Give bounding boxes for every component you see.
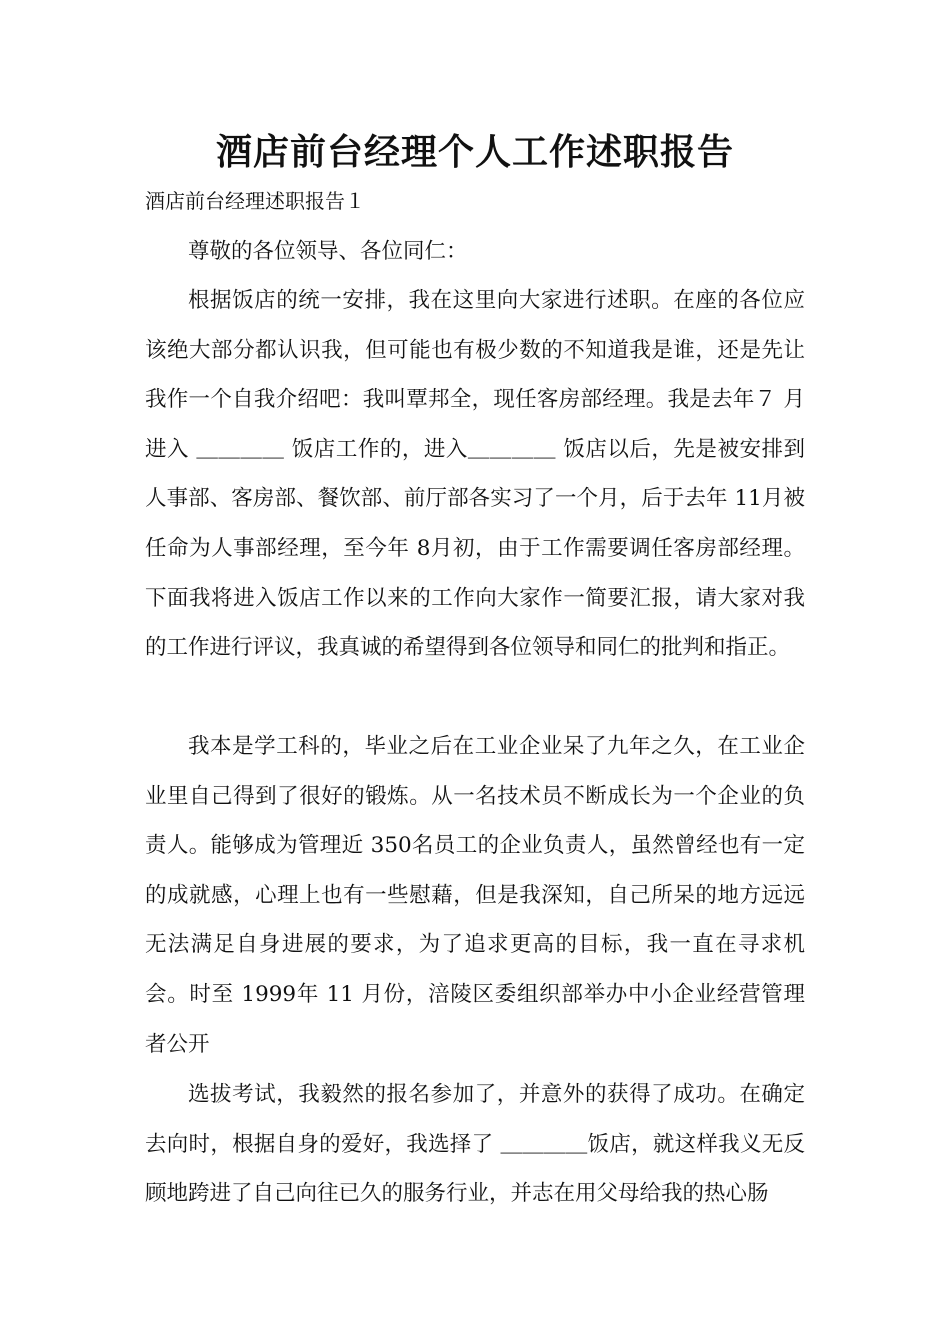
- body-paragraph: 我本是学工科的，毕业之后在工业企业呆了九年之久，在工业企业里自己得到了很好的锻炼。从一名技术员不断成长为一个企业的负责人。能够成为管理近 350名员工的企业负责人，虽然曾经也有一定的成就感，心理上也有一些慰藉，但是我深知，自己所呆的地方远远无法满足自身进展的要求，为了追求更高的目标，我一直在寻求机会。时至 1999年 11 月份，涪陵区委组织部举办中小企业经营管理者公开: [145, 734, 805, 1057]
- document-title: 酒店前台经理个人工作述职报告: [215, 132, 734, 173]
- body-paragraph: 选拔考试，我毅然的报名参加了，并意外的获得了成功。在确定去向时，根据自身的爱好，我选择了 ＿＿＿＿饭店，就这样我义无反顾地跨进了自己向往已久的服务行业，并志在用父母给我的热心肠: [145, 1082, 805, 1207]
- document-subtitle: 酒店前台经理述职报告１: [145, 189, 365, 213]
- body-paragraph: 根据饭店的统一安排，我在这里向大家进行述职。在座的各位应该绝大部分都认识我，但可能也有极少数的不知道我是谁，还是先让我作一个自我介绍吧：我叫覃邦全，现任客房部经理。我是去年７ 月进入 ＿＿＿＿ 饭店工作的，进入＿＿＿＿ 饭店以后，先是被安排到人事部、客房部、餐饮部、前厅部各实习了一个月，后于去年 11月被任命为人事部经理，至今年 8月初，由于工作需要调任客房部经理。下面我将进入饭店工作以来的工作向大家作一简要汇报，请大家对我的工作进行评议，我真诚的希望得到各位领导和同仁的批判和指正。: [145, 288, 805, 661]
- greeting-paragraph: 尊敬的各位领导、各位同仁：: [188, 239, 468, 264]
